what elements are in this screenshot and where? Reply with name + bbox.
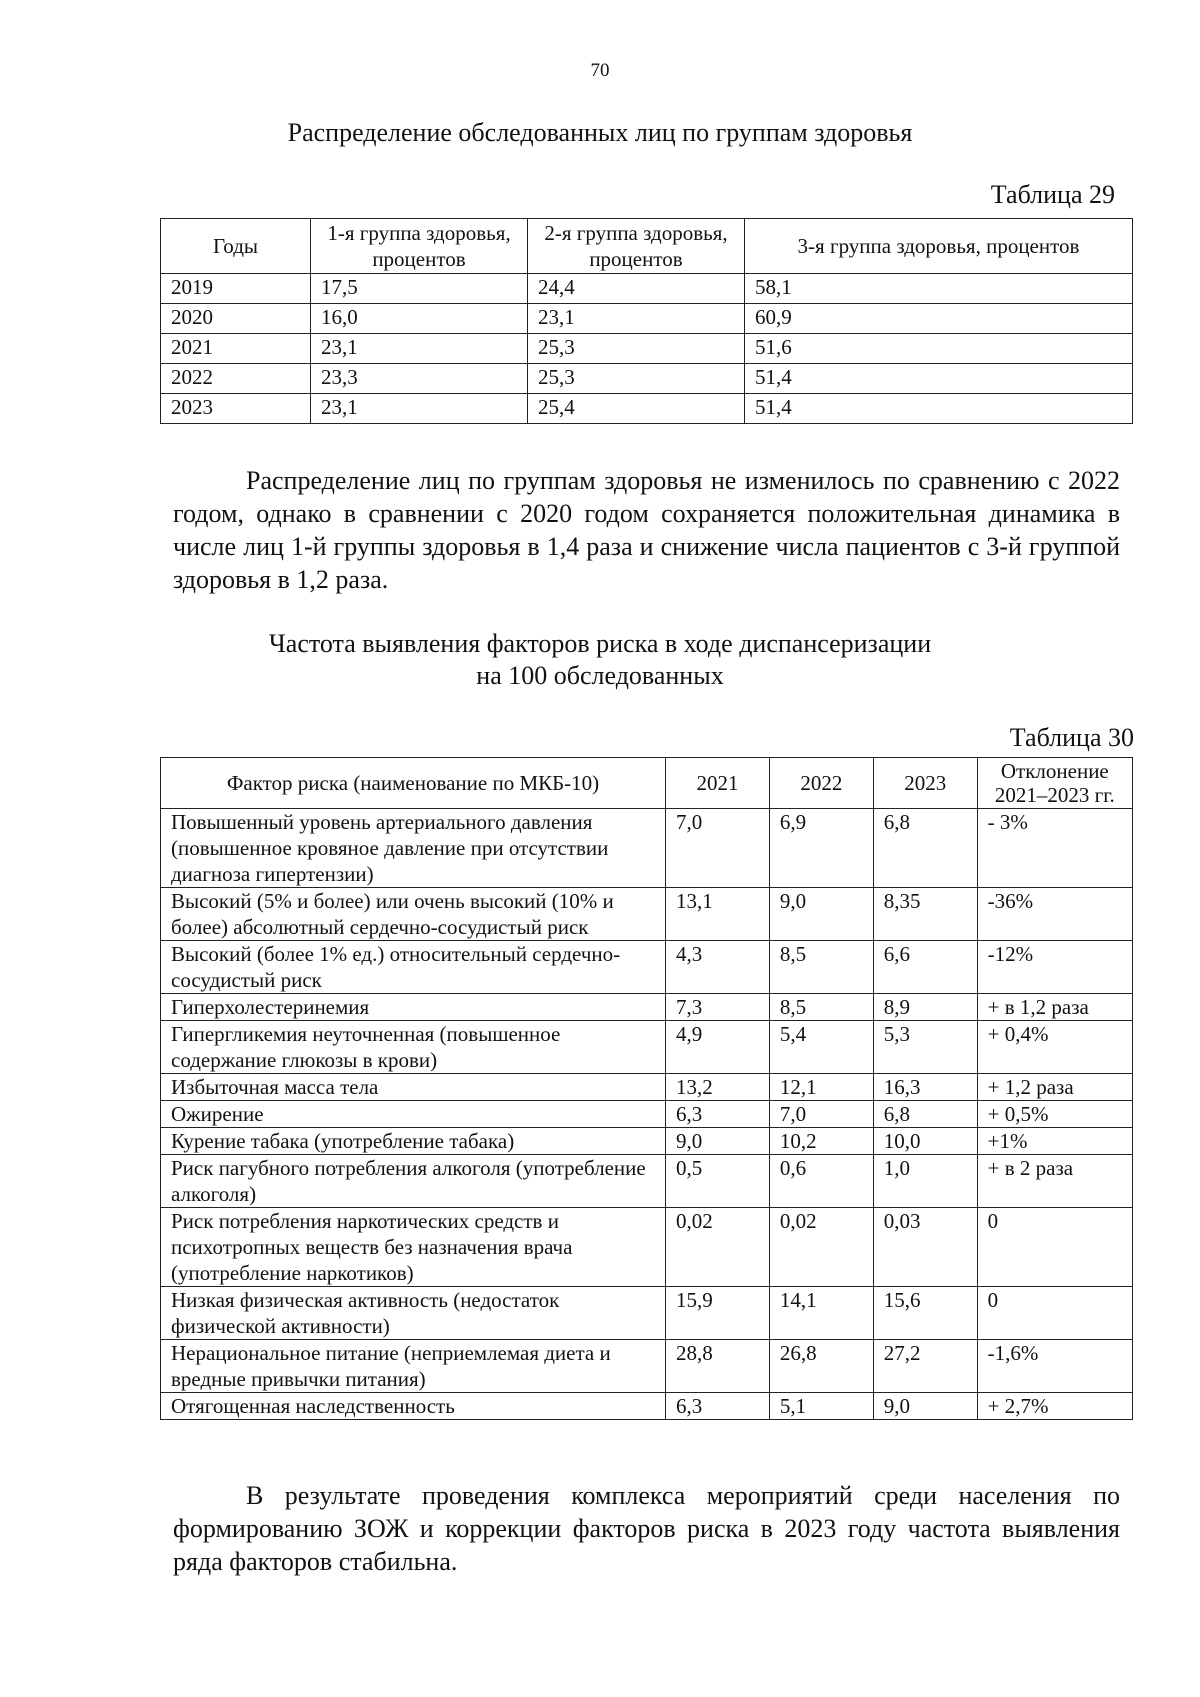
cell-group3: 51,4 [745,394,1133,424]
cell-2021: 6,3 [666,1393,770,1420]
cell-year: 2021 [161,334,311,364]
cell-factor: Высокий (более 1% ед.) относительный сердечно-сосудистый риск [161,941,666,994]
table-row [161,1155,1133,1208]
cell-2021: 9,0 [666,1128,770,1155]
cell-factor: Гиперхолестеринемия [161,994,666,1021]
cell-factor: Риск потребления наркотических средств и психотропных веществ без назначения врача (употребление наркотиков) [161,1208,666,1287]
paragraph-health-groups: Распределение лиц по группам здоровья не изменилось по сравнению с 2022 годом, однако в сравнении с 2020 годом сохраняется положительная динамика в числе лиц 1-й группы здоровья в 1,4 раза и снижение числа пациентов с 3-й группой здоровья в 1,2 раза. [173,466,1120,594]
cell-factor: Повышенный уровень артериального давления (повышенное кровяное давление при отсутствии диагноза гипертензии) [161,809,666,888]
paragraph-conclusion: В результате проведения комплекса мероприятий среди населения по формированию ЗОЖ и коррекции факторов риска в 2023 году частота выявления ряда факторов стабильна. [173,1481,1120,1576]
cell-2022: 8,5 [769,994,873,1021]
cell-2021: 7,0 [666,809,770,888]
cell-deviation: + в 2 раза [977,1155,1132,1208]
cell-factor: Низкая физическая активность (недостаток физической активности) [161,1287,666,1340]
col-header-group1: 1-я группа здоровья, процентов [311,219,528,274]
table29-label: Таблица 29 [990,180,1115,209]
cell-2022: 0,02 [769,1208,873,1287]
risk-factors-table [160,757,1133,1420]
cell-group2: 24,4 [528,274,745,304]
cell-year: 2023 [161,394,311,424]
cell-2023: 6,8 [873,1101,977,1128]
cell-factor: Высокий (5% и более) или очень высокий (10% и более) абсолютный сердечно-сосудистый риск [161,888,666,941]
cell-2023: 9,0 [873,1393,977,1420]
table-row [161,274,1133,304]
cell-factor: Риск пагубного потребления алкоголя (употребление алкоголя) [161,1155,666,1208]
cell-2023: 8,9 [873,994,977,1021]
cell-2023: 10,0 [873,1128,977,1155]
table-row [161,364,1133,394]
col-header-2023: 2023 [873,758,977,809]
cell-group1: 17,5 [311,274,528,304]
cell-year: 2019 [161,274,311,304]
table-row [161,941,1133,994]
cell-deviation: - 3% [977,809,1132,888]
cell-2023: 6,6 [873,941,977,994]
page-number: 70 [590,60,610,81]
cell-2022: 5,1 [769,1393,873,1420]
cell-2021: 7,3 [666,994,770,1021]
cell-group1: 16,0 [311,304,528,334]
cell-deviation: + 2,7% [977,1393,1132,1420]
cell-factor: Отягощенная наследственность [161,1393,666,1420]
table-row [161,1074,1133,1101]
cell-2022: 10,2 [769,1128,873,1155]
col-header-deviation: Отклонение 2021–2023 гг. [977,758,1132,809]
cell-2021: 4,9 [666,1021,770,1074]
cell-deviation: + в 1,2 раза [977,994,1132,1021]
table-row [161,1208,1133,1287]
cell-2023: 5,3 [873,1021,977,1074]
cell-2021: 15,9 [666,1287,770,1340]
cell-2023: 0,03 [873,1208,977,1287]
cell-2021: 6,3 [666,1101,770,1128]
cell-deviation: +1% [977,1128,1132,1155]
table-row [161,1101,1133,1128]
cell-2022: 12,1 [769,1074,873,1101]
cell-group2: 25,3 [528,364,745,394]
cell-factor: Ожирение [161,1101,666,1128]
cell-group2: 25,4 [528,394,745,424]
col-header-2022: 2022 [769,758,873,809]
cell-2022: 26,8 [769,1340,873,1393]
cell-2023: 15,6 [873,1287,977,1340]
cell-group1: 23,3 [311,364,528,394]
cell-deviation: -12% [977,941,1132,994]
table-row [161,1393,1133,1420]
cell-2021: 28,8 [666,1340,770,1393]
cell-group2: 23,1 [528,304,745,334]
cell-2021: 4,3 [666,941,770,994]
table30-label: Таблица 30 [1009,723,1134,752]
cell-2023: 8,35 [873,888,977,941]
table-header-row [161,219,1133,274]
cell-2022: 6,9 [769,809,873,888]
cell-2021: 0,5 [666,1155,770,1208]
cell-factor: Избыточная масса тела [161,1074,666,1101]
cell-group3: 58,1 [745,274,1133,304]
cell-deviation: + 0,4% [977,1021,1132,1074]
cell-group3: 60,9 [745,304,1133,334]
cell-deviation: 0 [977,1287,1132,1340]
cell-2023: 6,8 [873,809,977,888]
table-row [161,394,1133,424]
table30-title [0,628,1200,692]
cell-group2: 25,3 [528,334,745,364]
cell-deviation: 0 [977,1208,1132,1287]
cell-deviation: + 1,2 раза [977,1074,1132,1101]
table-row [161,1340,1133,1393]
cell-deviation: -1,6% [977,1340,1132,1393]
col-header-group2: 2-я группа здоровья, процентов [528,219,745,274]
table-row [161,809,1133,888]
table-row [161,994,1133,1021]
table-row [161,888,1133,941]
col-header-years: Годы [161,219,311,274]
health-groups-table [160,218,1133,424]
cell-2022: 14,1 [769,1287,873,1340]
table29-title: Распределение обследованных лиц по группам здоровья [287,118,913,147]
table30-title-line1: Частота выявления факторов риска в ходе диспансеризации [268,629,932,658]
cell-group1: 23,1 [311,394,528,424]
cell-2021: 13,2 [666,1074,770,1101]
cell-group3: 51,6 [745,334,1133,364]
cell-deviation: + 0,5% [977,1101,1132,1128]
cell-2023: 16,3 [873,1074,977,1101]
table-row [161,1021,1133,1074]
table-header-row [161,758,1133,809]
col-header-group3: 3-я группа здоровья, процентов [745,219,1133,274]
cell-group1: 23,1 [311,334,528,364]
cell-2022: 8,5 [769,941,873,994]
cell-factor: Курение табака (употребление табака) [161,1128,666,1155]
cell-2022: 9,0 [769,888,873,941]
cell-year: 2022 [161,364,311,394]
cell-factor: Нерациональное питание (неприемлемая диета и вредные привычки питания) [161,1340,666,1393]
cell-deviation: -36% [977,888,1132,941]
cell-2021: 13,1 [666,888,770,941]
cell-2022: 7,0 [769,1101,873,1128]
cell-2023: 1,0 [873,1155,977,1208]
table-row [161,1128,1133,1155]
cell-factor: Гипергликемия неуточненная (повышенное содержание глюкозы в крови) [161,1021,666,1074]
table-row [161,334,1133,364]
cell-year: 2020 [161,304,311,334]
table-row [161,1287,1133,1340]
cell-2021: 0,02 [666,1208,770,1287]
col-header-2021: 2021 [666,758,770,809]
cell-2022: 5,4 [769,1021,873,1074]
cell-group3: 51,4 [745,364,1133,394]
col-header-factor: Фактор риска (наименование по МКБ-10) [161,758,666,809]
cell-2022: 0,6 [769,1155,873,1208]
table30-title-line2: на 100 обследованных [476,661,724,690]
table-row [161,304,1133,334]
cell-2023: 27,2 [873,1340,977,1393]
